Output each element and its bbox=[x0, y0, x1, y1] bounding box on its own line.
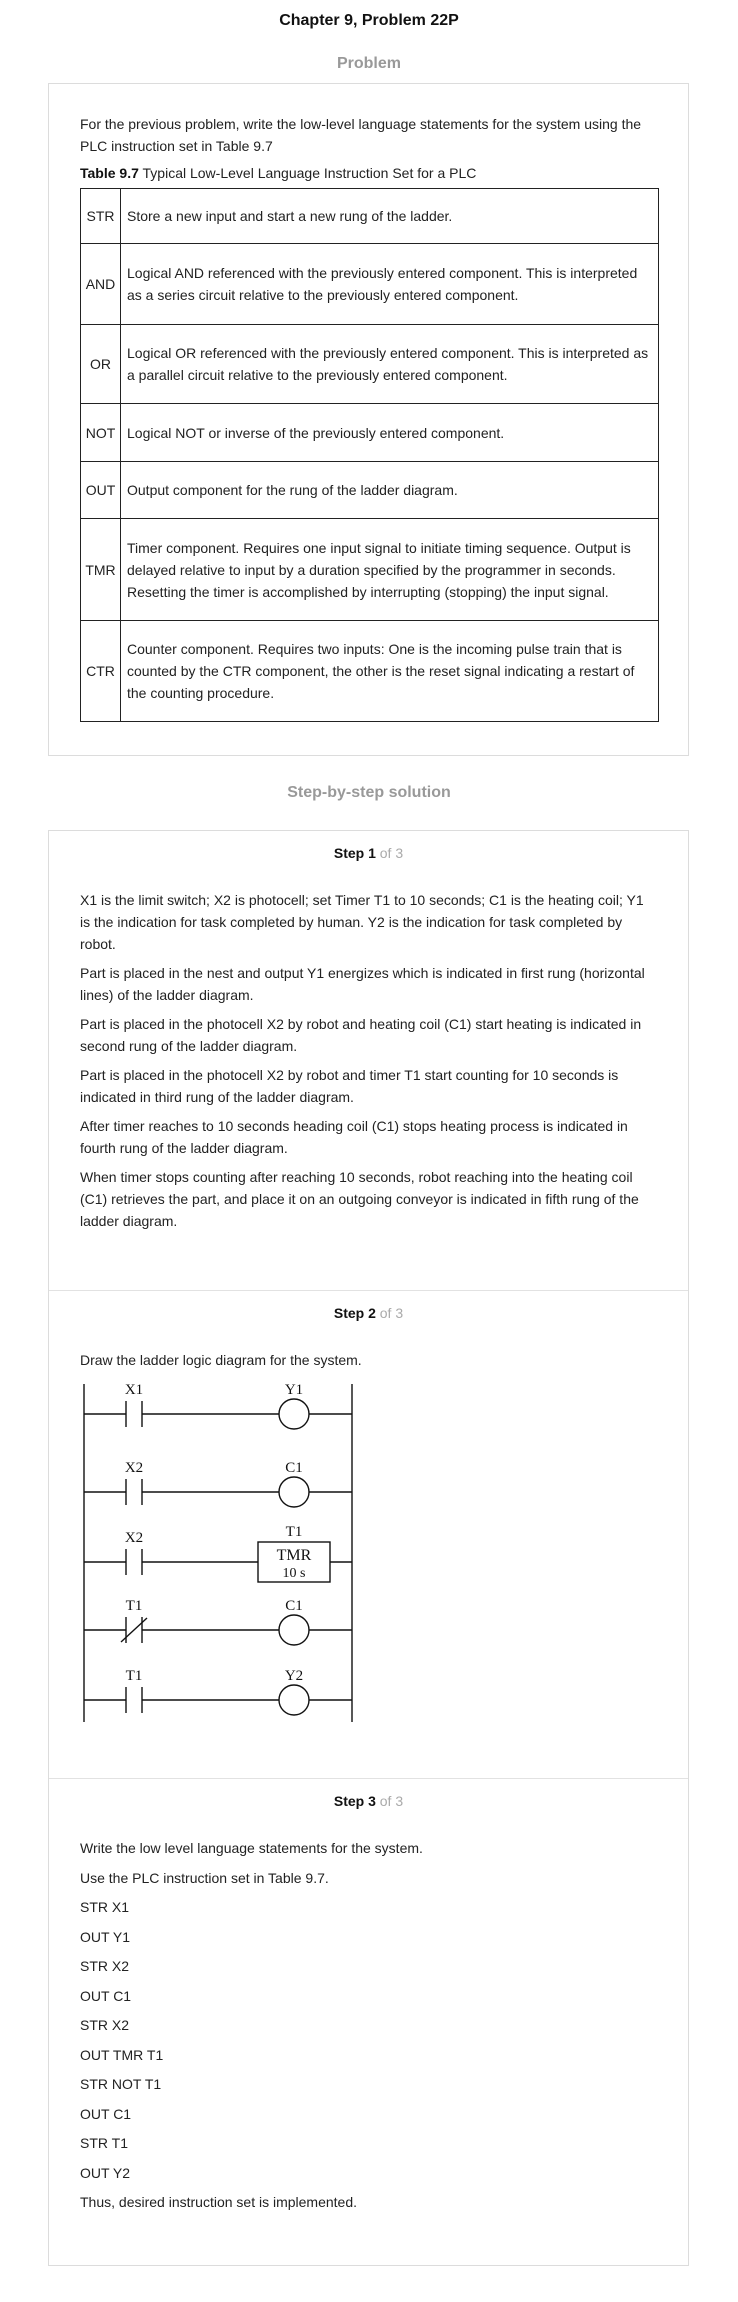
instruction-line: STR X2 bbox=[80, 1958, 130, 1974]
step-3 bbox=[49, 1779, 688, 2265]
step-label: Step 1 bbox=[333, 845, 376, 861]
output-coil bbox=[279, 1477, 309, 1507]
step-paragraph: After timer reaches to 10 seconds heading coil (C1) stops heating process is indicated in fourth rung of the ladder diagram. bbox=[80, 1118, 628, 1156]
table-row bbox=[81, 462, 659, 519]
timer-value: 10 s bbox=[282, 1566, 306, 1581]
step-paragraph: Draw the ladder logic diagram for the system. bbox=[80, 1352, 362, 1368]
table-cell-code: STR bbox=[81, 189, 121, 244]
table-cell-desc: Timer component. Requires one input signal to initiate timing sequence. Output is delayed relative to input by a duration specified by the programmer in seconds. Resetting the timer is accomplished by interrupting (stopping) the input signal. bbox=[121, 519, 659, 621]
table-row bbox=[81, 621, 659, 722]
instruction-table bbox=[80, 188, 659, 722]
table-caption-number: Table 9.7 bbox=[80, 165, 139, 181]
solution-card bbox=[48, 830, 689, 2266]
step-of-total: of 3 bbox=[375, 1793, 404, 1809]
step-title bbox=[80, 843, 657, 863]
timer-label: T1 bbox=[285, 1524, 303, 1540]
step-of-total: of 3 bbox=[375, 845, 404, 861]
contact-label: X1 bbox=[124, 1382, 144, 1398]
problem-text: For the previous problem, write the low-level language statements for the system using the PLC instruction set in Table 9.7 bbox=[80, 116, 642, 154]
ladder-diagram bbox=[80, 1376, 370, 1726]
instruction-line: OUT Y1 bbox=[80, 1928, 131, 1945]
coil-label: C1 bbox=[285, 1598, 303, 1614]
table-row bbox=[81, 189, 659, 244]
step-title bbox=[80, 1303, 657, 1323]
table-cell-code: OR bbox=[81, 325, 121, 404]
table-row bbox=[81, 519, 659, 621]
step-2 bbox=[49, 1291, 688, 1779]
instruction-line: STR NOT T1 bbox=[80, 2076, 162, 2092]
table-cell-code: TMR bbox=[81, 519, 121, 621]
step-paragraph: Part is placed in the photocell X2 by robot and timer T1 start counting for 10 seconds is indicated in third rung of the ladder diagram. bbox=[80, 1067, 619, 1105]
step-paragraph: Part is placed in the nest and output Y1 energizes which is indicated in first rung (horizontal lines) of the ladder diagram. bbox=[80, 965, 645, 1003]
table-cell-desc: Logical OR referenced with the previously entered component. This is interpreted as a parallel circuit relative to the previously entered component. bbox=[121, 325, 659, 404]
step-paragraph: When timer stops counting after reaching 10 seconds, robot reaching into the heating coil (C1) retrieves the part, and place it on an outgoing conveyor is indicated in fifth rung of the ladder diagram. bbox=[80, 1169, 639, 1229]
step-label: Step 3 bbox=[333, 1793, 376, 1809]
table-row bbox=[81, 325, 659, 404]
instruction-line: OUT C1 bbox=[80, 1987, 132, 2004]
table-cell-code: CTR bbox=[81, 621, 121, 722]
table-cell-desc: Logical AND referenced with the previously entered component. This is interpreted as a series circuit relative to the previously entered component. bbox=[121, 244, 659, 325]
step-label: Step 2 bbox=[333, 1305, 376, 1321]
coil-label: C1 bbox=[285, 1460, 303, 1476]
instruction-line: OUT C1 bbox=[80, 2105, 132, 2122]
output-coil bbox=[279, 1399, 309, 1429]
solution-heading: Step-by-step solution bbox=[287, 784, 451, 801]
step-paragraph: Thus, desired instruction set is implemented. bbox=[80, 2194, 358, 2210]
table-cell-code: NOT bbox=[81, 404, 121, 462]
contact-label: X2 bbox=[124, 1530, 144, 1546]
step-1 bbox=[49, 831, 688, 1291]
coil-label: Y1 bbox=[284, 1382, 304, 1398]
contact-label: X2 bbox=[124, 1460, 144, 1476]
table-cell-code: AND bbox=[81, 244, 121, 325]
table-row bbox=[81, 244, 659, 325]
page-title: Chapter 9, Problem 22P bbox=[279, 12, 459, 29]
table-cell-desc: Counter component. Requires two inputs: One is the incoming pulse train that is counted by the CTR component, the other is the reset signal indicating a restart of the counting procedure. bbox=[121, 621, 659, 722]
contact-label: T1 bbox=[125, 1668, 143, 1684]
step-paragraph: Write the low level language statements for the system. bbox=[80, 1840, 423, 1856]
problem-card bbox=[48, 83, 689, 756]
table-caption bbox=[80, 163, 657, 183]
timer-text: TMR bbox=[276, 1547, 312, 1564]
table-cell-desc: Output component for the rung of the ladder diagram. bbox=[121, 462, 659, 519]
coil-label: Y2 bbox=[284, 1668, 304, 1684]
step-paragraph: Part is placed in the photocell X2 by robot and heating coil (C1) start heating is indicated in second rung of the ladder diagram. bbox=[80, 1016, 642, 1054]
step-body bbox=[80, 889, 657, 1232]
step-body bbox=[80, 1349, 657, 1726]
step-body bbox=[80, 1837, 657, 2213]
table-row bbox=[81, 404, 659, 462]
step-paragraph: X1 is the limit switch; X2 is photocell; set Timer T1 to 10 seconds; C1 is the heating coil; Y1 is the indication for task completed by human. Y2 is the indication for task completed by robot. bbox=[80, 892, 644, 952]
table-cell-desc: Logical NOT or inverse of the previously entered component. bbox=[121, 404, 659, 462]
table-cell-desc: Store a new input and start a new rung of the ladder. bbox=[121, 189, 659, 244]
instruction-line: STR X2 bbox=[80, 2017, 130, 2033]
step-title bbox=[80, 1791, 657, 1811]
table-cell-code: OUT bbox=[81, 462, 121, 519]
contact-label: T1 bbox=[125, 1598, 143, 1614]
output-coil bbox=[279, 1685, 309, 1715]
instruction-line: STR T1 bbox=[80, 2135, 128, 2151]
output-coil bbox=[279, 1615, 309, 1645]
instruction-line: OUT TMR T1 bbox=[80, 2046, 164, 2063]
problem-heading: Problem bbox=[336, 55, 401, 72]
step-of-total: of 3 bbox=[375, 1305, 404, 1321]
step-paragraph: Use the PLC instruction set in Table 9.7. bbox=[80, 1869, 329, 1886]
table-caption-title: Typical Low-Level Language Instruction Set for a PLC bbox=[138, 165, 477, 181]
instruction-line: STR X1 bbox=[80, 1899, 130, 1915]
instruction-line: OUT Y2 bbox=[80, 2164, 131, 2181]
